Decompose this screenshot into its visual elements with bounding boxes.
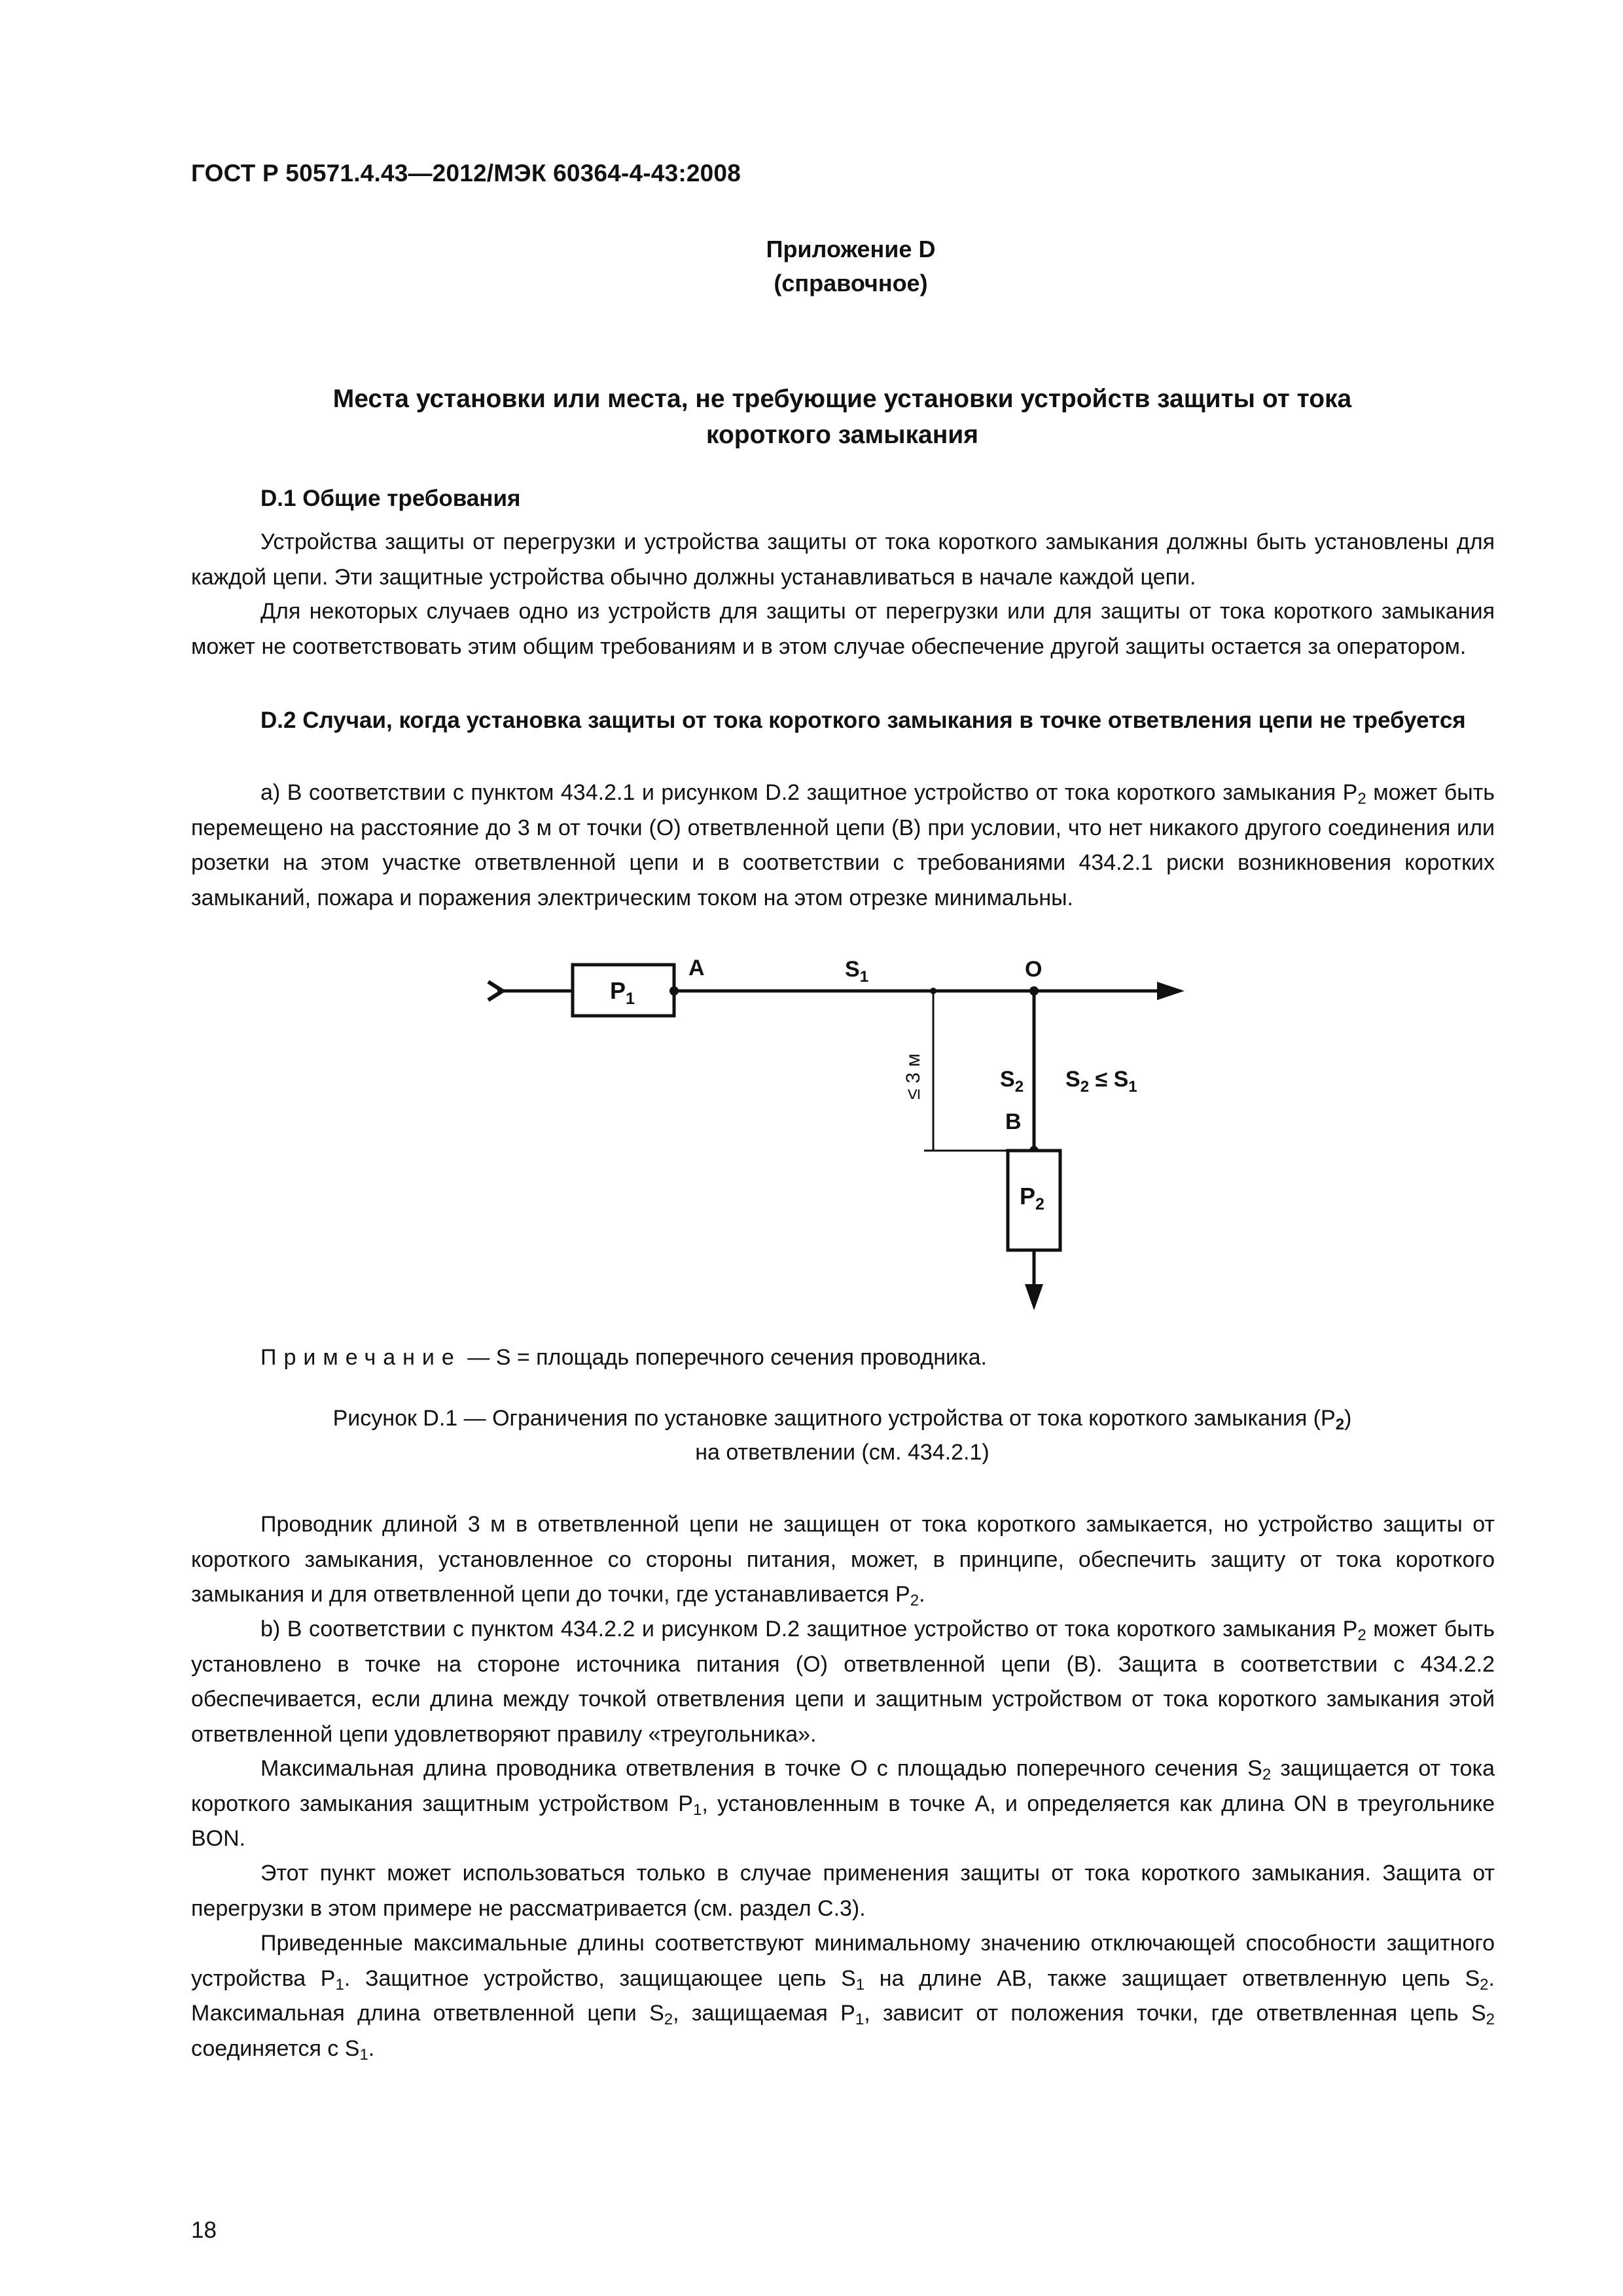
p1-label: $P_1$ bbox=[610, 977, 635, 1008]
dimension-dot bbox=[930, 988, 936, 994]
paragraph-item-b: b) В соответствии с пунктом 434.2.2 и рисунком D.2 защитное устройство от тока короткого замыкания $P_2$ может быть установлено в точке на стороне источника питания (O) ответвленной цепи (B). Защита в соответствии с 434.2.2 обеспечивается, если длина между точкой ответвления цепи и защитным устройством от тока короткого замыкания этой ответвленной цепи удовлетворяют правилу «треугольника». bbox=[191, 1617, 1495, 1747]
s2-label: $S_2$ bbox=[1000, 1067, 1024, 1096]
s1-label: $S_1$ bbox=[845, 957, 869, 986]
point-o-label: O bbox=[1025, 957, 1043, 982]
paragraph-short-circuit-only: Этот пункт может использоваться только в случае применения защиты от тока короткого замыкания. Защита от перегрузки в этом примере не рассматривается (см. раздел C.3). bbox=[191, 1861, 1495, 1921]
paragraph-max-length: Максимальная длина проводника ответвления в точке O с площадью поперечного сечения $S_2$ защищается от тока короткого замыкания защитным устройством $P_1$, установленным в точке A, и определяется как длина ON в треугольнике BON. bbox=[191, 1756, 1495, 1851]
annex-title-line1: Места установки или места, не требующие установки устройств защиты от тока bbox=[332, 385, 1352, 413]
distance-label: ≤ 3 м bbox=[902, 1053, 924, 1100]
section-d1-heading: D.1 Общие требования bbox=[260, 486, 521, 511]
p2-label: $P_2$ bbox=[1020, 1183, 1044, 1213]
annex-title-line2: короткого замыкания bbox=[705, 421, 979, 449]
section-d1-paragraph-2: Для некоторых случаев одно из устройств для защиты от перегрузки или для защиты от тока короткого замыкания может не соответствовать этим общим требованиям и в этом случае обеспечение другой защиты остается за оператором. bbox=[191, 599, 1495, 659]
output-arrow-icon bbox=[1157, 982, 1185, 1000]
section-d2-heading: D.2 Случаи, когда установка защиты от тока короткого замыкания в точке ответвления цепи не требуется bbox=[260, 708, 1466, 733]
section-d2-paragraph-a: а) В соответствии с пунктом 434.2.1 и рисунком D.2 защитное устройство от тока короткого замыкания $P_2$ может быть перемещено на расстояние до 3 м от точки (O) ответвленной цепи (B) при условии, что нет никакого другого соединения или розетки на этом участке ответвленной цепи и в соответствии с требованиями 434.2.1 риски возникновения коротких замыканий, пожара и поражения электрическим током на этом отрезке минимальны. bbox=[191, 780, 1495, 910]
point-a-label: A bbox=[688, 956, 705, 980]
figure-caption-line2: на ответвлении (см. 434.2.1) bbox=[695, 1440, 990, 1465]
figure-caption-line1: Рисунок D.1 — Ограничения по установке защитного устройства от тока короткого замыкания $(P_2)$ bbox=[332, 1406, 1352, 1433]
point-b-label: B bbox=[1005, 1109, 1022, 1134]
s2-s1-relation: $S_2 \le S_1$ bbox=[1065, 1067, 1137, 1096]
paragraph-max-lengths: Приведенные максимальные длины соответствуют минимальному значению отключающей способности защитного устройства $P_1$. Защитное устройство, защищающее цепь $S_1$ на длине AB, также защищает ответвленную цепь $S_2$. Максимальная длина ответвленной цепи $S_2$, защищаемая $P_1$, зависит от положения точки, где ответвленная цепь $S_2$ соединяется с $S_1$. bbox=[191, 1931, 1495, 2064]
document-header: ГОСТ Р 50571.4.43—2012/МЭК 60364-4-43:2008 bbox=[191, 160, 741, 187]
figure-d1-diagram bbox=[484, 942, 1217, 1322]
input-arrow-icon bbox=[488, 982, 503, 1000]
paragraph-branch-conductor: Проводник длиной 3 м в ответвленной цепи не защищен от тока короткого замыкается, но устройство защиты от короткого замыкания, установленное со стороны питания, может, в принципе, обеспечить защиту от тока короткого замыкания и для ответвленной цепи до точки, где устанавливается $P_2$. bbox=[191, 1512, 1495, 1609]
figure-note: Примечание — S = площадь поперечного сечения проводника. bbox=[260, 1345, 987, 1370]
annex-type: (справочное) bbox=[774, 270, 928, 296]
annex-label: Приложение D bbox=[766, 236, 936, 262]
page-number: 18 bbox=[191, 2217, 217, 2243]
down-arrow-icon bbox=[1025, 1284, 1043, 1310]
section-d1-paragraph-1: Устройства защиты от перегрузки и устройства защиты от тока короткого замыкания должны быть установлены для каждой цепи. Эти защитные устройства обычно должны устанавливаться в начале каждой цепи. bbox=[191, 529, 1495, 590]
point-a-dot bbox=[669, 986, 679, 996]
